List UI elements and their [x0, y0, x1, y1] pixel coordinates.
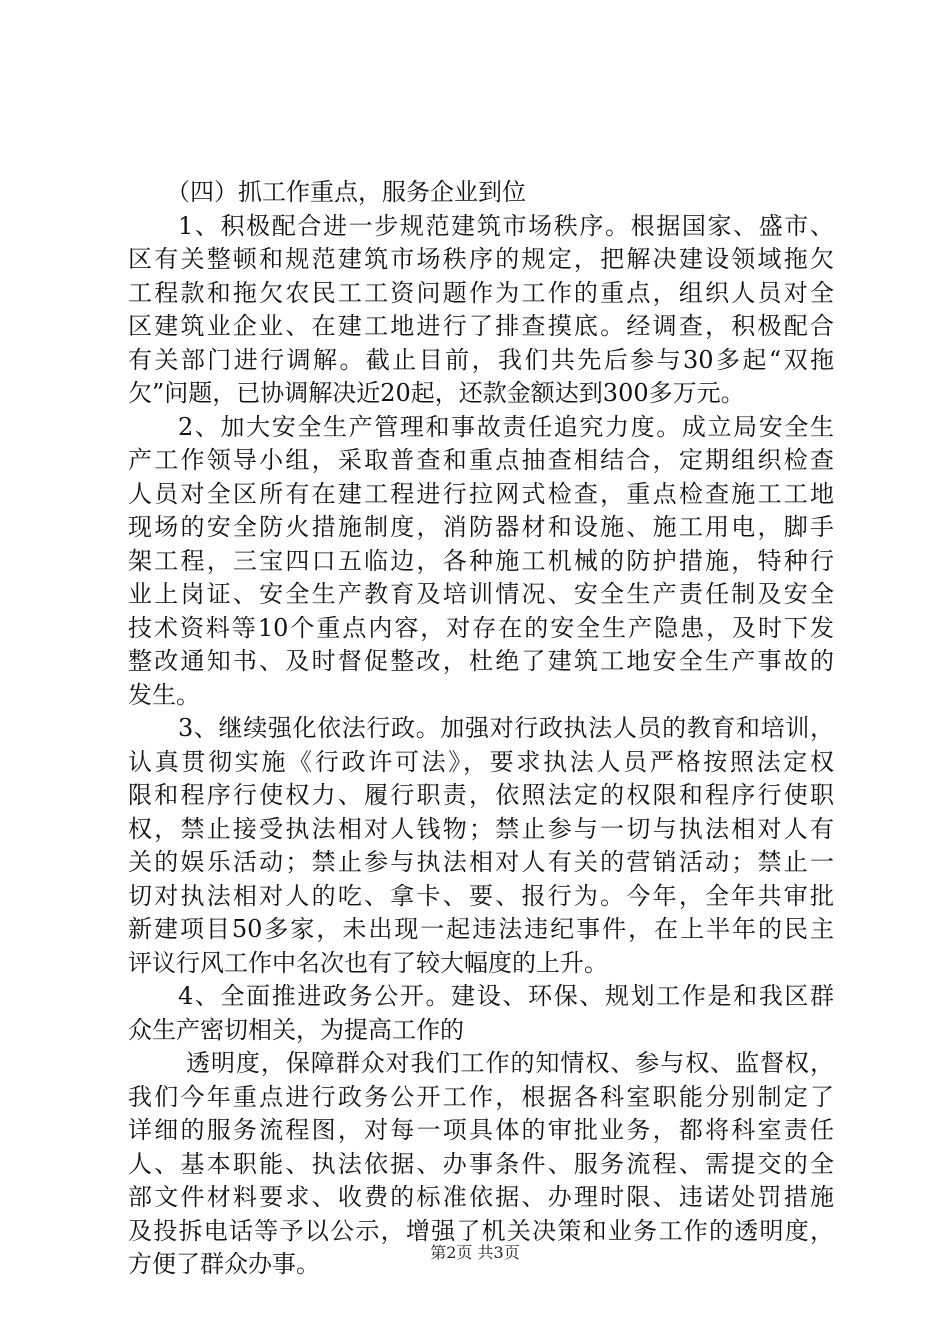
paragraph-line: 有关部门进行调解。截止目前，我们共先后参与30多起“双拖: [128, 345, 834, 374]
paragraph-line: 工程款和拖欠农民工工资问题作为工作的重点，组织人员对全: [128, 278, 834, 307]
paragraph-line: 及投拆电话等予以公示，增强了机关决策和业务工作的透明度，: [128, 1216, 834, 1245]
paragraph-line: 关的娱乐活动；禁止参与执法相对人有关的营销活动；禁止一: [128, 848, 834, 876]
paragraph-line: 欠”问题，已协调解决近20起，还款金额达到300多万元。: [128, 379, 745, 407]
paragraph-line: 产工作领导小组，采取普查和重点抽查相结合，定期组织检查: [128, 446, 834, 474]
paragraph-line: 详细的服务流程图，对每一项具体的审批业务，都将科室责任: [128, 1116, 834, 1144]
paragraph-line: 评议行风工作中名次也有了较大幅度的上升。: [128, 948, 608, 977]
paragraph-line: 4、全面推进政务公开。建设、环保、规划工作是和我区群: [178, 982, 834, 1010]
paragraph-line: 权，禁止接受执法相对人钱物；禁止参与一切与执法相对人有: [128, 814, 834, 843]
paragraph-line: 新建项目50多家，未出现一起违法违纪事件，在上半年的民主: [128, 915, 834, 943]
paragraph-line: 限和程序行使权力、履行职责，依照法定的权限和程序行使职: [128, 781, 834, 809]
section-heading: （四）抓工作重点，服务企业到位: [166, 178, 526, 206]
paragraph-line: 技术资料等10个重点内容，对存在的安全生产隐患，及时下发: [128, 613, 834, 642]
paragraph-line: 现场的安全防火措施制度，消防器材和设施、施工用电，脚手: [128, 513, 834, 541]
paragraph-line: 区有关整顿和规范建筑市场秩序的规定，把解决建设领域拖欠: [128, 245, 834, 273]
document-body: [128, 176, 834, 1282]
paragraph-line: 1、积极配合进一步规范建筑市场秩序。根据国家、盛市、: [178, 211, 834, 240]
paragraph-line: 切对执法相对人的吃、拿卡、要、报行为。今年，全年共审批: [128, 881, 834, 910]
paragraph-line: 3、继续强化依法行政。加强对行政执法人员的教育和培训，: [178, 714, 834, 742]
paragraph-line: 众生产密切相关，为提高工作的: [128, 1015, 464, 1044]
paragraph-line: 人、基本职能、执法依据、办事条件、服务流程、需提交的全: [128, 1149, 834, 1178]
paragraph-line: 业上岗证、安全生产教育及培训情况、安全生产责任制及安全: [128, 580, 834, 608]
paragraph-line: 我们今年重点进行政务公开工作，根据各科室职能分别制定了: [128, 1082, 834, 1111]
paragraph-line: 区建筑业企业、在建工地进行了排查摸底。经调查，积极配合: [128, 312, 834, 340]
paragraph-line: 部文件材料要求、收费的标准依据、办理时限、违诺处罚措施: [128, 1183, 834, 1211]
paragraph-line: 整改通知书、及时督促整改，杜绝了建筑工地安全生产事故的: [128, 647, 834, 675]
paragraph-line: 透明度，保障群众对我们工作的知情权、参与权、监督权，: [186, 1049, 834, 1077]
paragraph-line: 人员对全区所有在建工程进行拉网式检查，重点检查施工工地: [128, 479, 834, 508]
paragraph-line: 架工程，三宝四口五临边，各种施工机械的防护措施，特种行: [128, 546, 834, 575]
paragraph-line: 认真贯彻实施《行政许可法》，要求执法人员严格按照法定权: [128, 747, 834, 776]
paragraph-line: 2、加大安全生产管理和事故责任追究力度。成立局安全生: [178, 412, 834, 441]
paragraph-line: 发生。: [128, 680, 200, 709]
page-number-footer: 第2页 共3页: [430, 1243, 520, 1262]
paragraph-line: 方便了群众办事。: [128, 1250, 320, 1278]
